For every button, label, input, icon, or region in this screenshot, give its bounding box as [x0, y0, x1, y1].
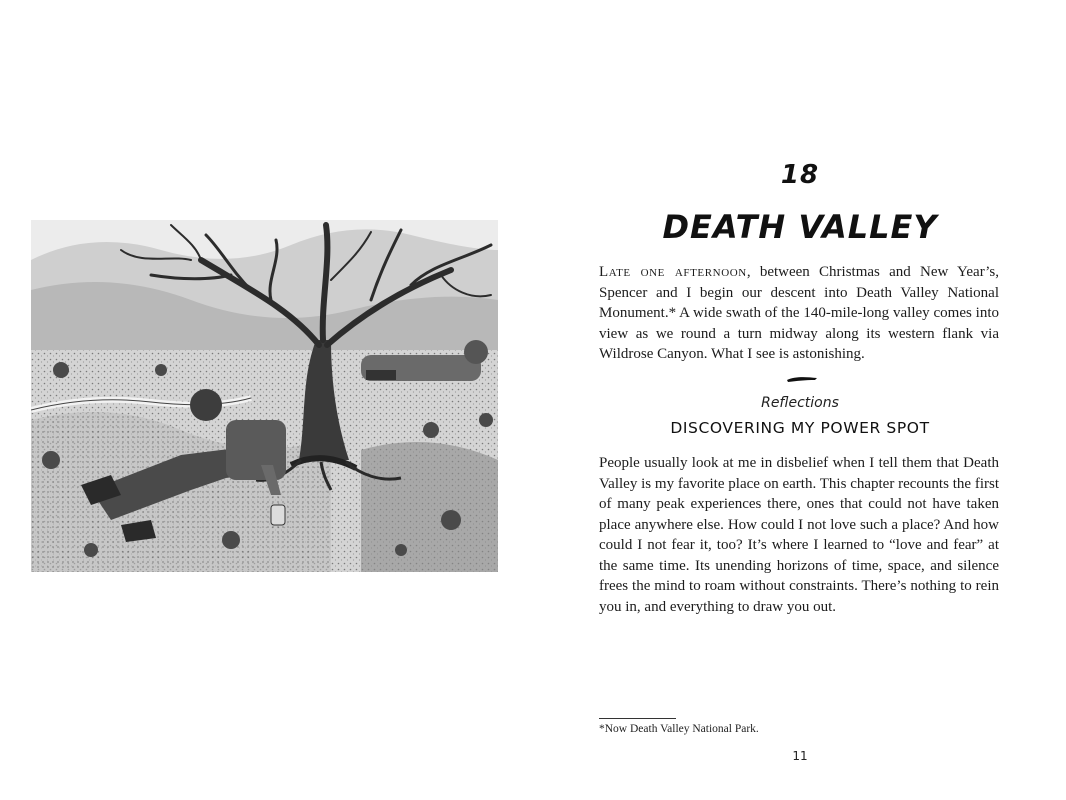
chapter-number: 18 [780, 160, 820, 190]
intro-paragraph [599, 262, 999, 365]
page-number: 11 [792, 749, 808, 763]
tree-illustration-icon [31, 220, 498, 572]
section-heading: DISCOVERING MY POWER SPOT [670, 419, 930, 437]
intro-text: , between Christmas and New Year’s, Spencer and I begin our descent into Death Valley National Monument.* A wide swath of the 140-mile-long valley comes into view as we round a turn midway along its western flank via Wildrose Canyon. What I see is astonishing. [599, 264, 999, 362]
footnote: *Now Death Valley National Park. [599, 723, 759, 735]
chapter-illustration [31, 220, 498, 572]
section-ornament-icon [785, 374, 819, 384]
reflections-paragraph: People usually look at me in disbelief when I tell them that Death Valley is my favorite place on earth. This chapter recounts the first of many peak experiences there, ones that could not have taken place anywhere else. How could I not love such a place? And how could I not fear it, too? It’s where I learned to “love and fear” at the same time. Its unending horizons of time, space, and silence frees the mind to roam without constraints. There’s nothing to rein you in, and everything to draw you out. [599, 455, 999, 615]
reflections-label: Reflections [761, 395, 839, 411]
chapter-title: DEATH VALLEY [662, 208, 938, 246]
footnote-rule [599, 718, 676, 719]
intro-lead: Late one afternoon [599, 264, 747, 280]
